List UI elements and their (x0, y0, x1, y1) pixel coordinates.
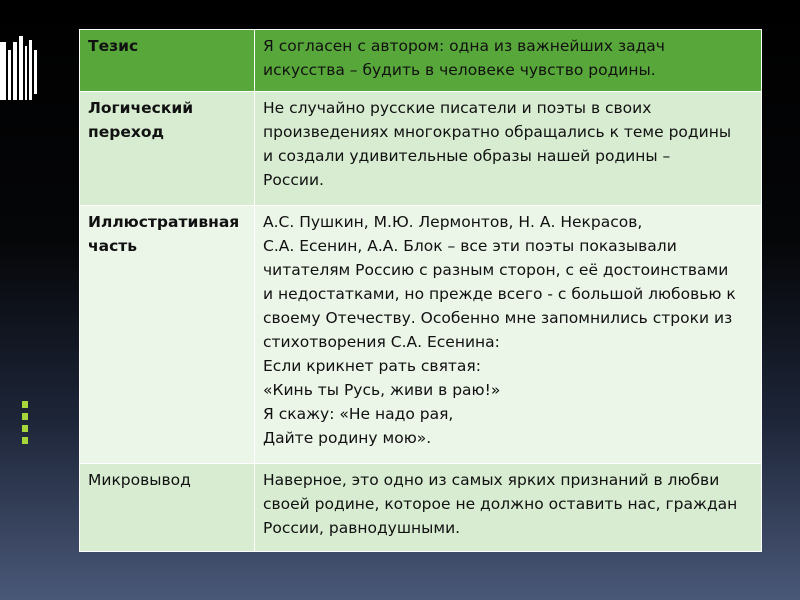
content-line: Не случайно русские писатели и поэты в своих (263, 99, 652, 117)
decor-bar (8, 50, 11, 100)
content-line: и недостатками, но прежде всего - с большой любовью к (263, 285, 736, 303)
content-line: искусства – будить в человеке чувство родины. (263, 61, 656, 79)
table-row (80, 206, 762, 464)
content-line: читателям Россию с разным сторон, с её достоинствами (263, 261, 729, 279)
content-line: России. (263, 171, 324, 189)
decor-square (22, 413, 28, 420)
content-line: Я скажу: «Не надо рая, (263, 405, 454, 423)
content-line: и создали удивительные образы нашей родины – (263, 147, 671, 165)
row-label: Иллюстративная (88, 213, 240, 231)
table-row (80, 30, 762, 92)
content-line: Если крикнет рать святая: (263, 357, 481, 375)
decor-square (22, 401, 28, 408)
decor-bar (13, 42, 17, 100)
row-label: Микровывод (88, 471, 191, 489)
thesis-table (79, 29, 762, 552)
content-line: А.С. Пушкин, М.Ю. Лермонтов, Н. А. Некрасов, (263, 213, 643, 231)
content-line: своему Отечеству. Особенно мне запомнились строки из (263, 309, 733, 327)
decor-square (22, 425, 28, 432)
decor-bar (0, 42, 6, 100)
row-label: Логический (88, 99, 194, 117)
table-row (80, 92, 762, 206)
row-label: переход (88, 123, 164, 141)
content-line: России, равнодушными. (263, 519, 461, 537)
content-line: «Кинь ты Русь, живи в раю!» (263, 381, 501, 399)
content-line: стихотворения С.А. Есенина: (263, 333, 500, 351)
row-label-cell (80, 30, 255, 92)
content-line: своей родине, которое не должно оставить нас, граждан (263, 495, 738, 513)
content-line: Я согласен с автором: одна из важнейших задач (263, 37, 665, 55)
decor-bar (25, 46, 27, 100)
row-label-cell (80, 92, 255, 206)
content-line: произведениях многократно обращались к теме родины (263, 123, 732, 141)
content-line: Дайте родину мою». (263, 429, 432, 447)
row-content-cell (255, 206, 762, 464)
content-line: Наверное, это одно из самых ярких признаний в любви (263, 471, 720, 489)
decor-bar (19, 36, 23, 100)
decor-square (22, 437, 28, 444)
row-content-cell (255, 30, 762, 92)
table-row (80, 464, 762, 552)
decor-bar (29, 40, 32, 100)
row-label: часть (88, 237, 138, 255)
row-content-cell (255, 92, 762, 206)
row-label-cell (80, 206, 255, 464)
row-content-cell (255, 464, 762, 552)
row-label: Тезис (88, 37, 139, 55)
content-line: С.А. Есенин, А.А. Блок – все эти поэты показывали (263, 237, 677, 255)
decor-bar (34, 50, 37, 94)
row-label-cell (80, 464, 255, 552)
